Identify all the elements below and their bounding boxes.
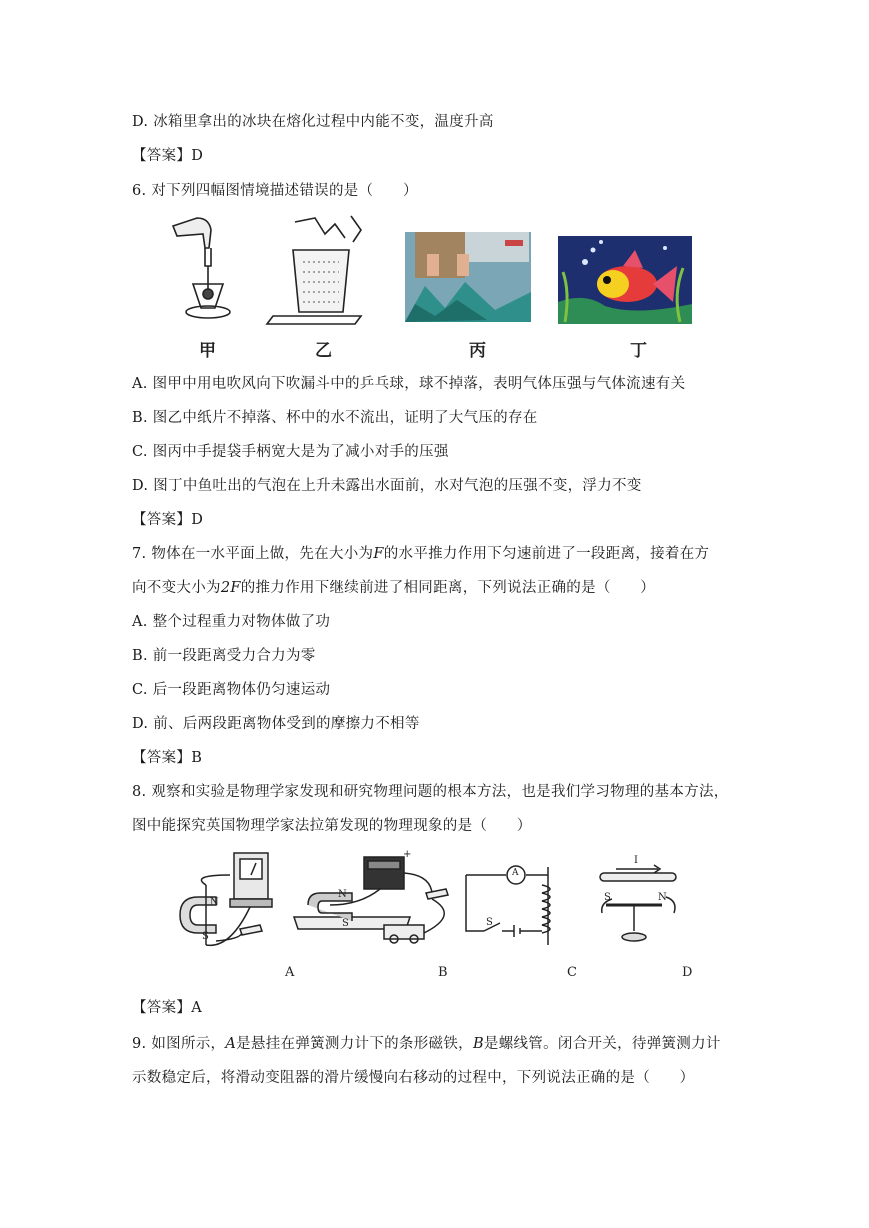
q8-stem-line2: 图中能探究英国物理学家法拉第发现的物理现象的是（ ） (132, 818, 532, 834)
q6-option-a: A. 图甲中用电吹风向下吹漏斗中的乒乓球，球不掉落，表明气体压强与气体流速有关 (132, 376, 686, 392)
q7-stem-1b: 的水平推力作用下匀速前进了一段距离，接着在方 (383, 546, 710, 562)
q5-option-d: D. 冰箱里拿出的冰块在熔化过程中内能不变，温度升高 (132, 114, 494, 130)
q9-stem-1a: 9. 如图所示， (132, 1036, 226, 1052)
oersted-setup-drawing (600, 865, 676, 941)
q8-label-c: C (567, 965, 577, 980)
q6-figure-drawing (165, 212, 705, 362)
q8-answer: 【答案】A (132, 1000, 202, 1016)
caption-jia: 甲 (199, 341, 216, 361)
galvanometer-setup-drawing (180, 853, 272, 945)
q5-answer: 【答案】D (132, 148, 204, 164)
q7-stem-2a: 向不变大小为 (132, 580, 221, 596)
q9-stem-line1 (132, 1034, 721, 1054)
q9-stem-1c: 是螺线管。闭合开关，待弹簧测力计 (483, 1036, 721, 1052)
q7-stem-2b: 的推力作用下继续前进了相同距离，下列说法正确的是（ ） (240, 580, 656, 596)
q7-stem-line2 (132, 578, 655, 598)
q9-var-b: B (472, 1036, 484, 1052)
q6-figure (165, 212, 705, 362)
caption-bing: 丙 (469, 341, 486, 361)
fig-a-north-pole: N (210, 897, 219, 908)
fig-b-north-pole: N (338, 889, 347, 900)
fig-d-north-pole: N (658, 892, 667, 903)
q6-option-b: B. 图乙中纸片不掉落、杯中的水不流出，证明了大气压的存在 (132, 410, 538, 426)
shopping-bags-photo (405, 232, 531, 322)
q6-stem: 6. 对下列四幅图情境描述错误的是（ ） (132, 183, 418, 199)
q6-option-c: C. 图丙中手提袋手柄宽大是为了减小对手的压强 (132, 444, 449, 460)
q6-answer: 【答案】D (132, 512, 204, 528)
q8-figure (170, 845, 710, 985)
caption-ding: 丁 (630, 341, 647, 361)
hair-dryer-funnel-drawing (173, 218, 230, 318)
fig-d-current-mark: I (634, 855, 638, 866)
q9-stem-1b: 是悬挂在弹簧测力计下的条形磁铁， (236, 1036, 473, 1052)
fig-b-battery-plus: + (403, 849, 412, 860)
q7-stem-line1 (132, 544, 709, 564)
q7-answer: 【答案】B (132, 750, 203, 766)
q7-option-a: A. 整个过程重力对物体做了功 (132, 614, 331, 630)
cup-card-drawing (267, 216, 361, 324)
q9-stem-line2: 示数稳定后，将滑动变阻器的滑片缓慢向右移动的过程中，下列说法正确的是（ ） (132, 1070, 695, 1086)
fig-c-ammeter-mark: A (512, 868, 519, 878)
fig-b-south-pole: S (342, 918, 349, 929)
fig-d-south-pole: S (604, 892, 611, 903)
fig-c-switch-mark: S (486, 917, 493, 928)
fish-painting (558, 236, 692, 324)
motor-setup-drawing (294, 857, 448, 943)
q8-stem-line1: 8. 观察和实验是物理学家发现和研究物理问题的根本方法，也是我们学习物理的基本方法， (132, 784, 729, 800)
q8-label-d: D (682, 965, 693, 980)
q8-figure-drawing (170, 845, 710, 955)
q9-var-a: A (225, 1036, 237, 1052)
electromagnet-circuit-drawing (466, 866, 550, 945)
q6-option-d: D. 图丁中鱼吐出的气泡在上升未露出水面前，水对气泡的压强不变，浮力不变 (132, 478, 642, 494)
q8-label-b: B (438, 965, 448, 980)
q7-option-d: D. 前、后两段距离物体受到的摩擦力不相等 (132, 716, 420, 732)
fig-a-south-pole: S (202, 931, 209, 942)
q7-option-b: B. 前一段距离受力合力为零 (132, 648, 316, 664)
q7-option-c: C. 后一段距离物体仍匀速运动 (132, 682, 331, 698)
q7-var-2f: 2F (220, 580, 241, 596)
q7-var-f: F (373, 546, 384, 562)
q7-stem-1a: 7. 物体在一水平面上做，先在大小为 (132, 546, 374, 562)
caption-yi: 乙 (315, 341, 332, 361)
q8-label-a: A (285, 965, 295, 980)
